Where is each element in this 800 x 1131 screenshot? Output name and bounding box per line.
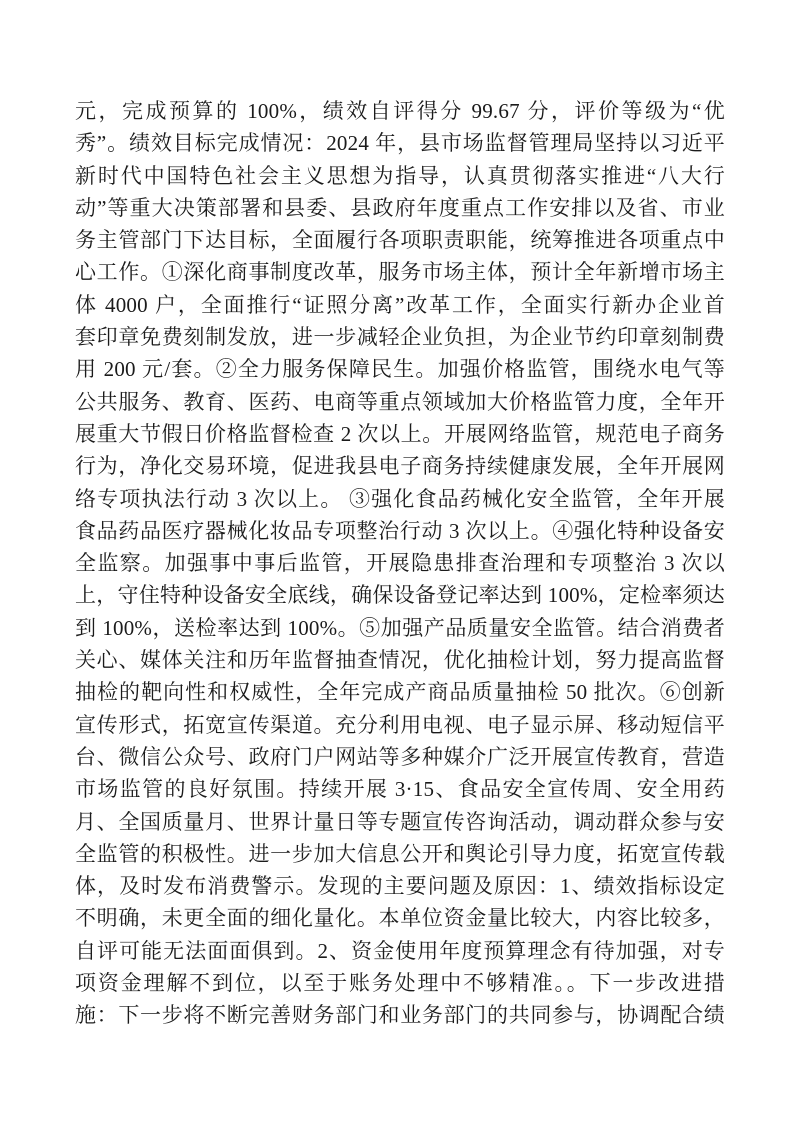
text-line: 套印章免费刻制发放，进一步减轻企业负担，为企业节约印章刻制费 [75,325,725,350]
text-line: 食品药品医疗器械化妆品专项整治行动 3 次以上。④强化特种设备安 [75,518,725,543]
text-line: 抽检的靶向性和权威性，全年完成产商品质量抽检 50 批次。⑥创新 [75,680,725,705]
page-text [75,95,725,1032]
text-line: 宣传形式，拓宽宣传渠道。充分利用电视、电子显示屏、移动短信平 [75,712,725,737]
text-line: 务主管部门下达目标，全面履行各项职责职能，统筹推进各项重点中 [75,228,725,253]
text-line: 展重大节假日价格监督检查 2 次以上。开展网络监管，规范电子商务 [75,421,725,446]
text-line: 全监管的积极性。进一步加大信息公开和舆论引导力度，拓宽宣传载 [75,841,725,866]
text-line: 市场监管的良好氛围。持续开展 3·15、食品安全宣传周、安全用药 [75,777,725,802]
text-line: 心工作。①深化商事制度改革，服务市场主体，预计全年新增市场主 [75,260,725,285]
text-line: 月、全国质量月、世界计量日等专题宣传咨询活动，调动群众参与安 [75,809,725,834]
text-line: 不明确，未更全面的细化量化。本单位资金量比较大，内容比较多， [75,906,725,931]
text-line: 项资金理解不到位，以至于账务处理中不够精准。。下一步改进措 [75,971,725,996]
text-line: 秀”。绩效目标完成情况：2024 年，县市场监督管理局坚持以习近平 [75,131,725,156]
text-line: 施：下一步将不断完善财务部门和业务部门的共同参与，协调配合绩 [75,1003,725,1028]
text-line: 台、微信公众号、政府门户网站等多种媒介广泛开展宣传教育，营造 [75,744,725,769]
text-line: 公共服务、教育、医药、电商等重点领域加大价格监管力度，全年开 [75,389,725,414]
text-line: 全监察。加强事中事后监管，开展隐患排查治理和专项整治 3 次以 [75,551,725,576]
text-line: 到 100%，送检率达到 100%。⑤加强产品质量安全监管。结合消费者 [75,615,725,640]
text-line: 络专项执法行动 3 次以上。 ③强化食品药械化安全监管，全年开展 [75,486,725,511]
text-line: 体，及时发布消费警示。发现的主要问题及原因：1、绩效指标设定 [75,874,725,899]
text-line: 动”等重大决策部署和县委、县政府年度重点工作安排以及省、市业 [75,195,725,220]
text-line: 用 200 元/套。②全力服务保障民生。加强价格监管，围绕水电气等 [75,357,725,382]
text-line: 自评可能无法面面俱到。2、资金使用年度预算理念有待加强，对专 [75,938,725,963]
text-line: 行为，净化交易环境，促进我县电子商务持续健康发展，全年开展网 [75,454,725,479]
text-line: 上，守住特种设备安全底线，确保设备登记率达到 100%，定检率须达 [75,583,725,608]
text-line: 关心、媒体关注和历年监督抽查情况，优化抽检计划，努力提高监督 [75,648,725,673]
text-line: 新时代中国特色社会主义思想为指导，认真贯彻落实推进“八大行 [75,163,725,188]
text-line: 体 4000 户，全面推行“证照分离”改革工作，全面实行新办企业首 [75,292,725,317]
text-line: 元，完成预算的 100%，绩效自评得分 99.67 分，评价等级为“优 [75,99,725,123]
